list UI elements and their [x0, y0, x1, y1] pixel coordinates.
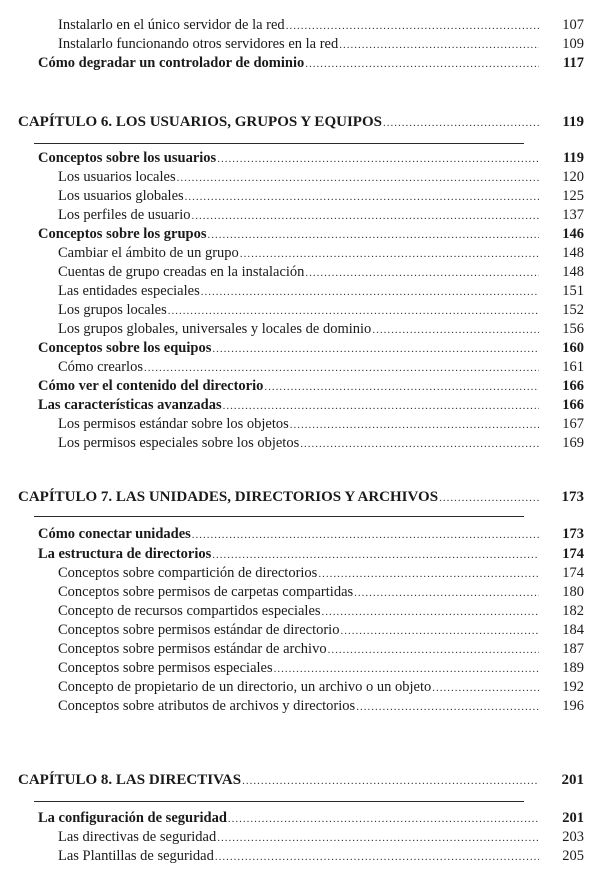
dot-leader — [274, 660, 539, 677]
toc-section — [0, 226, 600, 245]
toc-entry-title: Los permisos especiales sobre los objetos — [58, 435, 300, 451]
toc-entry-title: Conceptos sobre permisos estándar de archivo — [58, 641, 327, 657]
dot-leader — [215, 848, 539, 865]
toc-chapter-title: CAPÍTULO 7. LAS UNIDADES, DIRECTORIOS Y ARCHIVOS — [18, 489, 439, 505]
toc-section — [0, 546, 600, 565]
toc-entry-page: 152 — [562, 302, 584, 318]
toc-entry-page: 148 — [562, 245, 584, 261]
dot-leader — [300, 435, 539, 452]
toc-entry-title: Cuentas de grupo creadas en la instalación — [58, 264, 305, 280]
toc-section-title: Conceptos sobre los usuarios — [38, 150, 217, 166]
toc-section-page: 117 — [563, 55, 584, 71]
dot-leader — [208, 226, 539, 243]
toc-entry — [0, 17, 600, 36]
toc-entry-page: 196 — [562, 698, 584, 714]
toc-section — [0, 810, 600, 829]
toc-entry — [0, 603, 600, 622]
toc-entry — [0, 283, 600, 302]
toc-entry — [0, 641, 600, 660]
toc-section — [0, 150, 600, 169]
toc-entry-page: 107 — [562, 17, 584, 33]
toc-entry — [0, 679, 600, 698]
toc-entry-page: 205 — [562, 848, 584, 864]
toc-entry-page: 184 — [562, 622, 584, 638]
toc-entry — [0, 36, 600, 55]
toc-entry-title: Los permisos estándar sobre los objetos — [58, 416, 289, 432]
toc-entry-title: Los perfiles de usuario — [58, 207, 191, 223]
toc-entry — [0, 321, 600, 340]
toc-entry-title: Cambiar el ámbito de un grupo — [58, 245, 239, 261]
dot-leader — [372, 321, 539, 338]
toc-entry-title: Los usuarios globales — [58, 188, 184, 204]
toc-entry — [0, 565, 600, 584]
dot-leader — [217, 150, 539, 167]
toc-entry-title: Conceptos sobre permisos estándar de directorio — [58, 622, 340, 638]
dot-leader — [439, 489, 539, 506]
toc-entry — [0, 188, 600, 207]
toc-entry-page: 182 — [562, 603, 584, 619]
chapter-rule — [34, 143, 524, 144]
dot-leader — [168, 302, 539, 319]
toc-section-page: 166 — [562, 378, 584, 394]
toc-section — [0, 55, 600, 74]
toc-section-title: Cómo degradar un controlador de dominio — [38, 55, 305, 71]
toc-entry-page: 148 — [562, 264, 584, 280]
toc-entry-page: 120 — [562, 169, 584, 185]
toc-entry-title: Las Plantillas de seguridad — [58, 848, 214, 864]
toc-entry-page: 167 — [562, 416, 584, 432]
dot-leader — [290, 416, 539, 433]
dot-leader — [201, 283, 539, 300]
toc-entry — [0, 584, 600, 603]
dot-leader — [212, 546, 539, 563]
toc-chapter-page: 119 — [562, 114, 584, 130]
toc-entry — [0, 359, 600, 378]
dot-leader — [322, 603, 539, 620]
toc-entry-title: Concepto de propietario de un directorio, un archivo o un objeto — [58, 679, 432, 695]
dot-leader — [318, 565, 539, 582]
toc-entry — [0, 435, 600, 454]
toc-chapter — [0, 114, 600, 133]
toc-chapter — [0, 772, 600, 791]
toc-section — [0, 397, 600, 416]
toc-section-page: 173 — [562, 526, 584, 542]
toc-entry-title: Instalarlo en el único servidor de la red — [58, 17, 285, 33]
dot-leader — [242, 772, 539, 789]
toc-entry-page: 109 — [562, 36, 584, 52]
toc-chapter — [0, 489, 600, 508]
toc-entry — [0, 416, 600, 435]
toc-entry — [0, 245, 600, 264]
toc-entry-page: 180 — [562, 584, 584, 600]
dot-leader — [177, 169, 539, 186]
toc-section-title: La configuración de seguridad — [38, 810, 227, 826]
toc-entry-title: Las entidades especiales — [58, 283, 200, 299]
toc-entry — [0, 622, 600, 641]
toc-entry-title: Las directivas de seguridad — [58, 829, 217, 845]
toc-entry-page: 192 — [562, 679, 584, 695]
toc-section-page: 146 — [562, 226, 584, 242]
toc-entry — [0, 169, 600, 188]
dot-leader — [356, 698, 539, 715]
toc-entry-page: 189 — [562, 660, 584, 676]
toc-chapter-page: 173 — [561, 489, 584, 505]
toc-chapter-title: CAPÍTULO 6. LOS USUARIOS, GRUPOS Y EQUIPOS — [18, 114, 382, 130]
toc-entry-page: 187 — [562, 641, 584, 657]
dot-leader — [191, 207, 539, 224]
toc-entry — [0, 264, 600, 283]
toc-section-title: Conceptos sobre los grupos — [38, 226, 207, 242]
toc-section-page: 201 — [562, 810, 584, 826]
toc-entry-title: Conceptos sobre permisos especiales — [58, 660, 273, 676]
dot-leader — [223, 397, 539, 414]
toc-entry-page: 151 — [562, 283, 584, 299]
dot-leader — [383, 114, 539, 131]
toc-chapter-title: CAPÍTULO 8. LAS DIRECTIVAS — [18, 772, 242, 788]
toc-entry — [0, 302, 600, 321]
dot-leader — [286, 17, 539, 34]
chapter-rule — [34, 516, 524, 517]
toc-section-page: 174 — [562, 546, 584, 562]
toc-entry — [0, 660, 600, 679]
toc-chapter-page: 201 — [561, 772, 584, 788]
toc-section — [0, 378, 600, 397]
toc-section — [0, 340, 600, 359]
toc-entry-page: 156 — [562, 321, 584, 337]
toc-section-page: 166 — [562, 397, 584, 413]
toc-section-title: Conceptos sobre los equipos — [38, 340, 212, 356]
dot-leader — [432, 679, 539, 696]
toc-section — [0, 526, 600, 545]
dot-leader — [228, 810, 539, 827]
toc-section-title: Las características avanzadas — [38, 397, 222, 413]
toc-entry-title: Conceptos sobre compartición de directorios — [58, 565, 318, 581]
toc-entry-page: 203 — [562, 829, 584, 845]
dot-leader — [185, 188, 539, 205]
toc-entry-title: Los grupos globales, universales y locales de dominio — [58, 321, 372, 337]
dot-leader — [340, 622, 539, 639]
toc-entry-title: Cómo crearlos — [58, 359, 143, 375]
dot-leader — [192, 526, 539, 543]
toc-entry-title: Conceptos sobre atributos de archivos y directorios — [58, 698, 356, 714]
toc-entry — [0, 848, 600, 867]
dot-leader — [217, 829, 539, 846]
toc-entry-page: 169 — [562, 435, 584, 451]
toc-section-title: Cómo ver el contenido del directorio — [38, 378, 264, 394]
toc-entry-page: 125 — [562, 188, 584, 204]
toc-section-title: Cómo conectar unidades — [38, 526, 191, 542]
dot-leader — [339, 36, 539, 53]
toc-entry — [0, 207, 600, 226]
chapter-rule — [34, 801, 524, 802]
toc-section-title: La estructura de directorios — [38, 546, 212, 562]
toc-entry-page: 137 — [562, 207, 584, 223]
toc-entry — [0, 829, 600, 848]
toc-entry-title: Los grupos locales — [58, 302, 167, 318]
toc-entry-title: Los usuarios locales — [58, 169, 176, 185]
dot-leader — [305, 55, 539, 72]
toc-entry-title: Concepto de recursos compartidos especiales — [58, 603, 321, 619]
toc-entry-title: Instalarlo funcionando otros servidores en la red — [58, 36, 339, 52]
toc-section-page: 160 — [562, 340, 584, 356]
toc-entry-title: Conceptos sobre permisos de carpetas compartidas — [58, 584, 354, 600]
dot-leader — [240, 245, 539, 262]
toc-section-page: 119 — [563, 150, 584, 166]
toc-entry-page: 161 — [562, 359, 584, 375]
dot-leader — [354, 584, 539, 601]
dot-leader — [212, 340, 539, 357]
dot-leader — [264, 378, 539, 395]
dot-leader — [305, 264, 539, 281]
dot-leader — [328, 641, 539, 658]
dot-leader — [144, 359, 539, 376]
toc-entry-page: 174 — [562, 565, 584, 581]
toc-entry — [0, 698, 600, 717]
